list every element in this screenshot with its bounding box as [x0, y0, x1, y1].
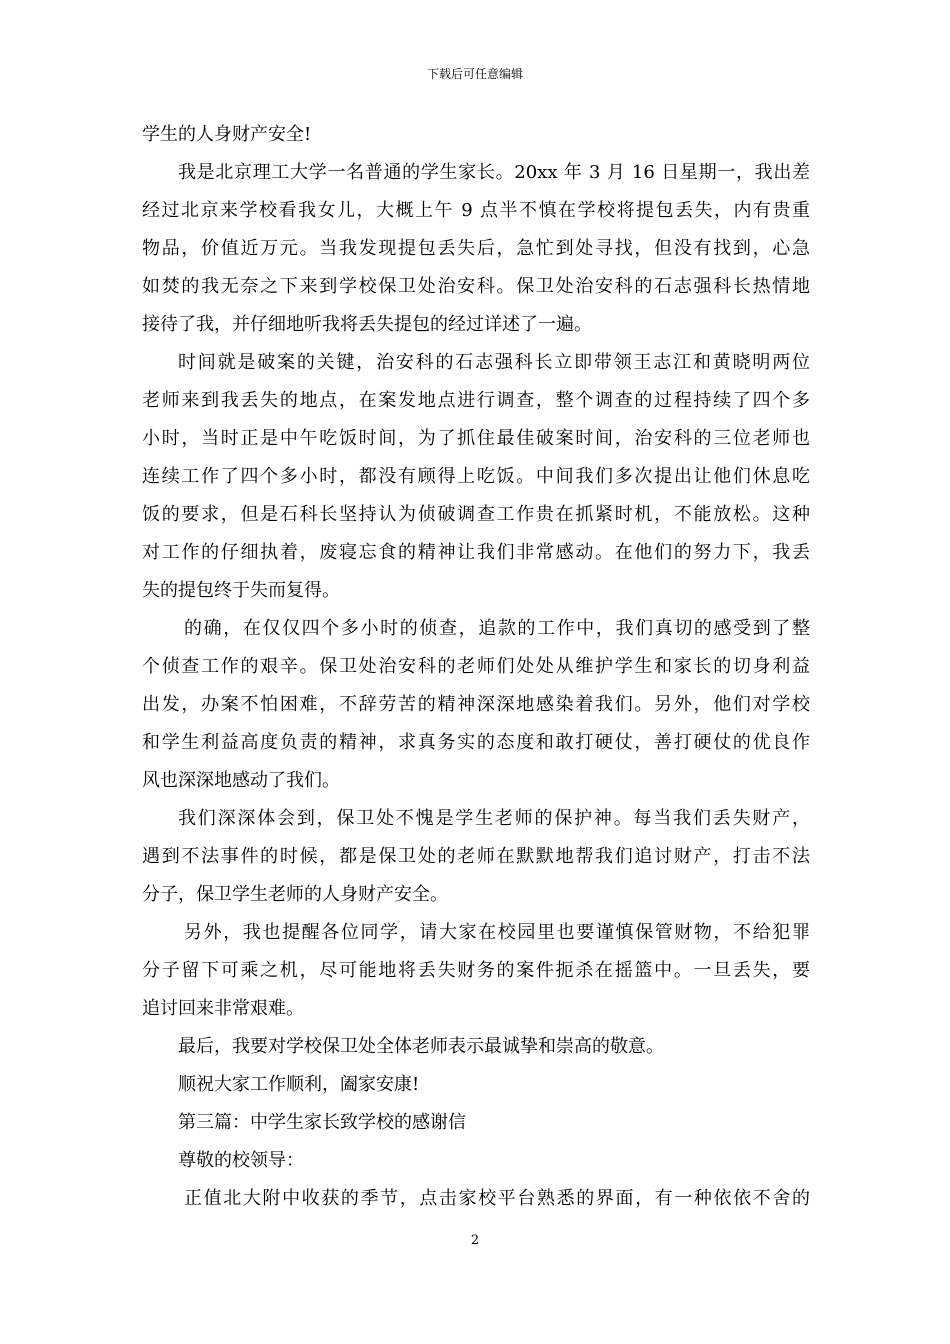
text-line: 最后，我要对学校保卫处全体老师表示最诚挚和崇高的敬意。 [178, 1036, 664, 1057]
text-line: 学生的人身财产安全! [142, 124, 312, 145]
text-line: 物品，价值近万元。当我发现提包丢失后，急忙到处寻找，但没有找到，心急 [142, 238, 810, 259]
document-body [142, 116, 810, 1218]
text-line: 个侦查工作的艰辛。保卫处治安科的老师们处处从维护学生和家长的切身利益 [142, 656, 810, 677]
page-number: 2 [470, 1233, 480, 1248]
text-line: 小时，当时正是中午吃饭时间，为了抓住最佳破案时间，治安科的三位老师也 [142, 428, 810, 449]
text-line: 对工作的仔细执着，废寝忘食的精神让我们非常感动。在他们的努力下，我丢 [142, 542, 810, 563]
text-line: 连续工作了四个多小时，都没有顾得上吃饭。中间我们多次提出让他们休息吃 [142, 466, 810, 487]
text-line: 分子留下可乘之机，尽可能地将丢失财务的案件扼杀在摇篮中。一旦丢失，要 [142, 960, 810, 981]
text-line: 失的提包终于失而复得。 [142, 580, 340, 601]
salutation: 尊敬的校领导： [178, 1150, 304, 1171]
text-line: 风也深深地感动了我们。 [142, 770, 340, 791]
text-line: 和学生利益高度负责的精神，求真务实的态度和敢打硬仗，善打硬仗的优良作 [142, 732, 810, 753]
text-line: 正值北大附中收获的季节，点击家校平台熟悉的界面，有一种依依不舍的 [184, 1188, 810, 1209]
text-line: 另外，我也提醒各位同学，请大家在校园里也要谨慎保管财物，不给犯罪 [184, 922, 810, 943]
text-line: 饭的要求，但是石科长坚持认为侦破调查工作贵在抓紧时机，不能放松。这种 [142, 504, 810, 525]
page-header: 下载后可任意编辑 [426, 67, 523, 81]
text-line: 经过北京来学校看我女儿，大概上午 9 点半不慎在学校将提包丢失，内有贵重 [142, 200, 810, 221]
text-line: 我是北京理工大学一名普通的学生家长。20xx 年 3 月 16 日星期一，我出差 [178, 162, 810, 183]
text-line: 如焚的我无奈之下来到学校保卫处治安科。保卫处治安科的石志强科长热情地 [142, 276, 810, 297]
text-line: 追讨回来非常艰难。 [142, 998, 304, 1019]
text-line: 接待了我，并仔细地听我将丢失提包的经过详述了一遍。 [142, 314, 592, 335]
text-line: 时间就是破案的关键，治安科的石志强科长立即带领王志江和黄晓明两位 [178, 352, 810, 373]
text-line: 分子，保卫学生老师的人身财产安全。 [142, 884, 448, 905]
text-line: 出发，办案不怕困难，不辞劳苦的精神深深地感染着我们。另外，他们对学校 [142, 694, 810, 715]
text-line: 的确，在仅仅四个多小时的侦查，追款的工作中，我们真切的感受到了整 [184, 618, 810, 639]
section-heading: 第三篇：中学生家长致学校的感谢信 [178, 1112, 466, 1133]
text-line: 顺祝大家工作顺利，阖家安康! [178, 1074, 420, 1095]
text-line: 我们深深体会到，保卫处不愧是学生老师的保护神。每当我们丢失财产， [178, 808, 810, 829]
text-line: 老师来到我丢失的地点，在案发地点进行调查，整个调查的过程持续了四个多 [142, 390, 810, 411]
text-line: 遇到不法事件的时候，都是保卫处的老师在默默地帮我们追讨财产，打击不法 [142, 846, 810, 867]
